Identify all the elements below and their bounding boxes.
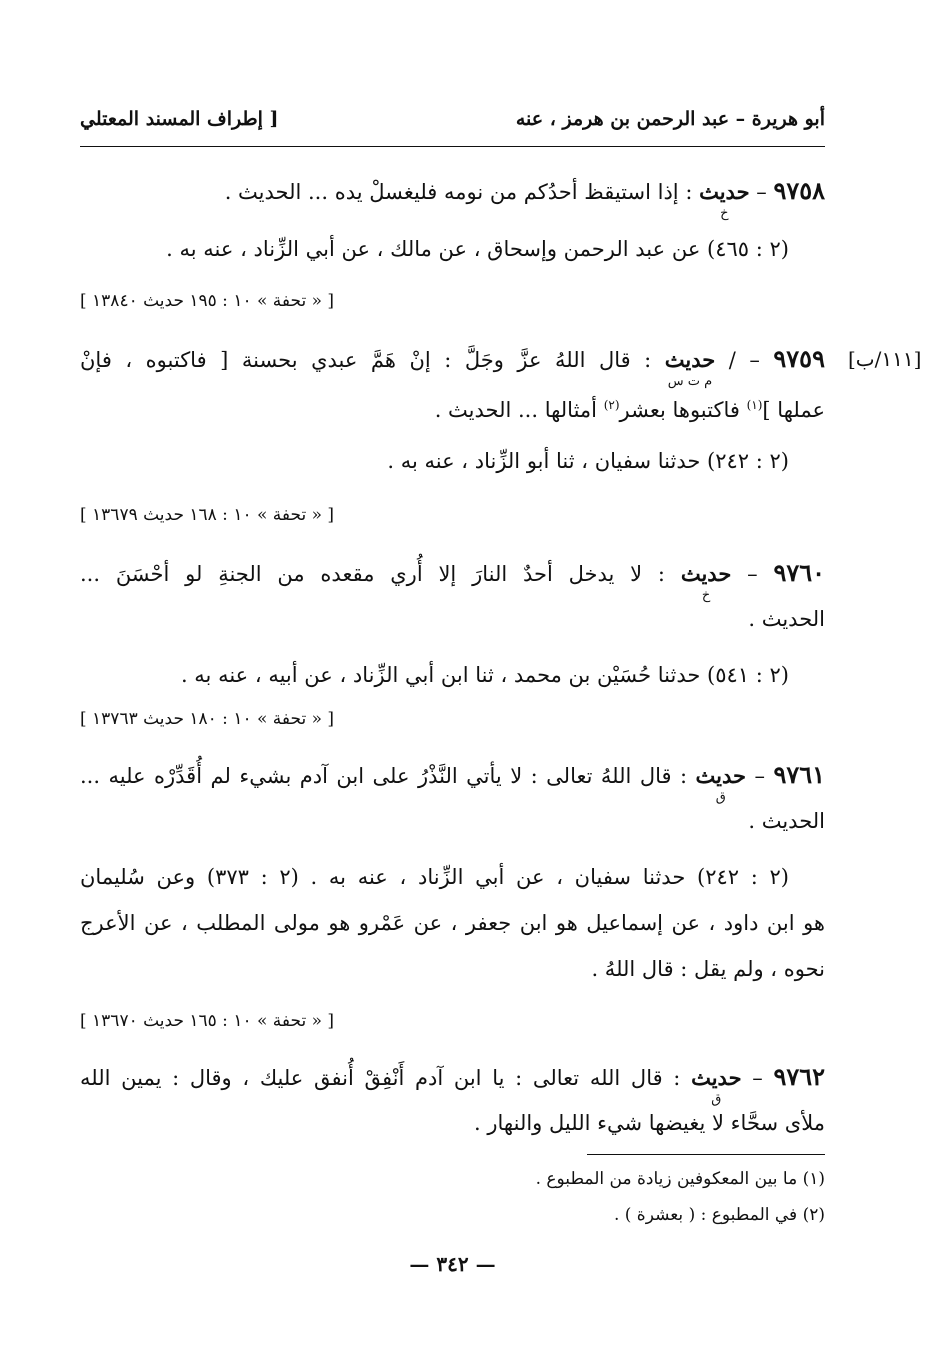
- hadith-keyword: حديث ق: [691, 1065, 741, 1090]
- entry-9759-text-line2: عملها ]$^{(١)}$ فاكتبوها بعشر$^{(٢)}$ أمثالها ... الحديث .: [434, 398, 825, 422]
- entry-9761-chain-line3: نحوه ، ولم يقل : قال اللهُ .: [591, 957, 825, 981]
- hadith-number: ٩٧٥٨: [773, 176, 825, 205]
- hadith-keyword: حديث ق: [696, 763, 746, 788]
- entry-9760-text-line2: الحديث .: [748, 607, 825, 631]
- entry-9761-text: ٩٧٦١ – حديث ق : قال اللهُ تعالى : لا يأتي النَّذْرُ على ابن آدم بشيء لم أُقَدِّرْه عليه ...: [80, 760, 825, 791]
- entry-9761-chain-line2: هو ابن داود ، عن إسماعيل هو ابن جعفر ، عن عَمْرو هو مولى المطلب ، عن الأعرج: [80, 911, 825, 935]
- entry-9758-chain: (٢ : ٤٦٥) عن عبد الرحمن وإسحاق ، عن مالك ، عن أبي الزِّناد ، عنه به .: [166, 237, 789, 261]
- entry-9758-text: ٩٧٥٨ – حديث خ : إذا استيقظ أحدُكم من نومه فليغسلْ يده ... الحديث .: [225, 176, 825, 207]
- entry-9759-tuhfa-ref: [ « تحفة » ١٠ : ١٦٨ حديث ١٣٦٧٩ ]: [80, 505, 335, 525]
- footnote-rule: [587, 1154, 825, 1155]
- source-siglum: م ت س: [667, 374, 713, 389]
- hadith-matn: : لا يدخل أحدٌ النارَ إلا أُري مقعده من الجنةِ لو أحْسَنَ ...: [80, 562, 666, 586]
- entry-9760-text: ٩٧٦٠ – حديث خ : لا يدخل أحدٌ النارَ إلا أُري مقعده من الجنةِ لو أحْسَنَ ...: [80, 558, 825, 589]
- running-head-book-title: [ إطراف المسند المعتلي: [80, 108, 279, 130]
- footnote-marker-1: (١): [746, 398, 763, 412]
- hadith-matn: : إذا استيقظ أحدُكم من نومه فليغسلْ يده ... الحديث .: [224, 180, 693, 204]
- hadith-number: ٩٧٥٩: [773, 344, 825, 373]
- entry-9760-tuhfa-ref: [ « تحفة » ١٠ : ١٨٠ حديث ١٣٧٦٣ ]: [80, 709, 335, 729]
- book-page: [80, 100, 922, 1330]
- entry-9762-text: ٩٧٦٢ – حديث ق : قال الله تعالى : يا ابن آدم أَنْفِقْ أُنفق عليك ، وقال : يمين الله: [80, 1062, 825, 1093]
- entry-9759-chain: (٢ : ٢٤٢) حدثنا سفيان ، ثنا أبو الزِّناد ، عنه به .: [387, 449, 789, 473]
- entry-9758-tuhfa-ref: [ « تحفة » ١٠ : ١٩٥ حديث ١٣٨٤٠ ]: [80, 291, 335, 311]
- hadith-matn: : قال اللهُ عزَّ وجَلَّ : إنْ هَمَّ عبدي بحسنة [ فاكتبوه ، فإنْ: [80, 348, 652, 372]
- entry-9761-tuhfa-ref: [ « تحفة » ١٠ : ١٦٥ حديث ١٣٦٧٠ ]: [80, 1011, 335, 1031]
- hadith-number: ٩٧٦١: [773, 760, 825, 789]
- source-siglum: ق: [711, 1092, 722, 1107]
- running-head-section: أبو هريرة – عبد الرحمن بن هرمز ، عنه: [515, 108, 825, 130]
- hadith-number: ٩٧٦٠: [773, 558, 825, 587]
- entry-9761-text-line2: الحديث .: [748, 809, 825, 833]
- manuscript-folio-marker: [١١١/ب]: [848, 347, 922, 371]
- footnote-1: (١) ما بين المعكوفين زيادة من المطبوع .: [535, 1169, 825, 1189]
- entry-9762-text-line2: ملأى سحَّاء لا يغيضها شيء الليل والنهار .: [474, 1111, 825, 1135]
- source-siglum: خ: [720, 206, 729, 221]
- running-head: [80, 108, 825, 144]
- footnote-marker-2: (٢): [603, 398, 620, 412]
- entry-9760-chain: (٢ : ٥٤١) حدثنا حُسَيْن بن محمد ، ثنا ابن أبي الزِّناد ، عن أبيه ، عنه به .: [180, 663, 789, 687]
- entry-9761-chain-line1: (٢ : ٢٤٢) حدثنا سفيان ، عن أبي الزِّناد ، عنه به . (٢ : ٣٧٣) وعن سُليمان: [80, 865, 789, 889]
- source-siglum: ق: [715, 790, 726, 805]
- hadith-keyword: حديث خ: [681, 561, 731, 586]
- hadith-matn: : قال الله تعالى : يا ابن آدم أَنْفِقْ أُنفق عليك ، وقال : يمين الله: [80, 1066, 681, 1090]
- footnote-2: (٢) في المطبوع : ( بعشرة ) .: [613, 1205, 825, 1225]
- folio-slash: /: [728, 348, 736, 372]
- hadith-keyword: حديث خ: [699, 179, 749, 204]
- hadith-number: ٩٧٦٢: [773, 1062, 825, 1091]
- header-rule: [80, 146, 825, 147]
- page-number: — ٣٤٢ —: [409, 1252, 496, 1276]
- hadith-keyword: حديث م ت س: [665, 347, 715, 372]
- source-siglum: خ: [701, 588, 711, 603]
- hadith-matn: : قال اللهُ تعالى : لا يأتي النَّذْرُ على ابن آدم بشيء لم أُقَدِّرْه عليه ...: [80, 764, 688, 788]
- entry-9759-text: ٩٧٥٩ – / حديث م ت س : قال اللهُ عزَّ وجَلَّ : إنْ هَمَّ عبدي بحسنة [ فاكتبوه ، فإنْ: [80, 344, 825, 375]
